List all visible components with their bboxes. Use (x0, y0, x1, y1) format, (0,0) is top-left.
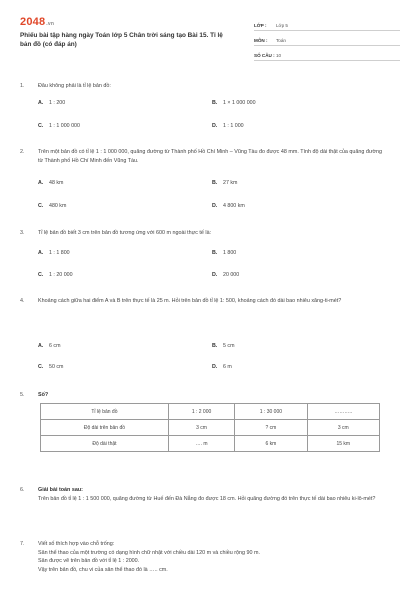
question-line: Sân được vẽ trên bản đồ với tỉ lệ 1 : 2000. (38, 558, 140, 565)
question-number: 4. (20, 298, 25, 304)
question-number: 2. (20, 149, 25, 155)
question-text: Đâu không phải là tỉ lệ bản đồ: (38, 83, 111, 89)
question-1 (20, 82, 382, 91)
question-text: Trên một bản đồ có tỉ lệ 1 : 1 000 000, quãng đường từ Thành phố Hồ Chí Minh – Vũng Tàu đo được 48 mm. Tính độ dài thật của quãng đường từ Thành phố Hồ Chí Minh đến Vũng Tàu. (38, 149, 383, 164)
option-text: 5 cm (223, 343, 235, 349)
question-4 (20, 297, 382, 306)
question-number: 3. (20, 230, 25, 236)
option-text: 1 800 (223, 250, 237, 256)
option-text: 1 : 1 000 000 (49, 123, 80, 129)
question-line: Sân thể thao của một trường có dạng hình chữ nhật với chiều dài 120 m và chiều rộng 90 m. (38, 549, 260, 556)
table-cell: 1 : 2 000 (168, 404, 234, 420)
option-text: 6 m (223, 364, 232, 370)
site-logo[interactable] (20, 16, 54, 28)
question-text: Số? (38, 392, 49, 398)
question-text: Viết số thích hợp vào chỗ trống: (38, 541, 115, 547)
scale-table (40, 403, 380, 452)
option-a[interactable] (38, 343, 60, 349)
meta-value: Lớp 5 (276, 23, 288, 28)
worksheet-header (20, 16, 380, 74)
question-text: Khoảng cách giữa hai điểm A và B trên thực tế là 25 m. Hỏi trên bản đồ tỉ lệ 1: 500, khoảng cách đó dài bao nhiêu xăng-ti-mét? (38, 298, 342, 304)
question-body: Trên bản đồ tỉ lệ 1 : 1 500 000, quãng đường từ Huế đến Đà Nẵng đo được 18 cm. Hỏi quãng đường đó trên thực tế dài bao nhiêu ki-lô-mét? (38, 495, 376, 502)
option-text: 27 km (223, 180, 238, 186)
table-row (41, 420, 380, 436)
option-key: C. (38, 364, 44, 370)
table-cell: 3 cm (307, 420, 379, 436)
option-key: D. (212, 123, 218, 129)
option-key: C. (38, 123, 44, 129)
meta-key: MÔN : (254, 38, 268, 43)
question-5 (20, 391, 382, 400)
table-row (41, 436, 380, 452)
option-text: 1 : 20 000 (49, 272, 73, 278)
option-text: 48 km (49, 180, 64, 186)
question-2 (20, 148, 382, 165)
meta-row-count (254, 46, 400, 61)
table-cell[interactable]: …. m (168, 436, 234, 452)
option-d[interactable] (212, 203, 245, 209)
option-text: 1 : 1 800 (49, 250, 70, 256)
meta-row-class (254, 16, 400, 31)
meta-row-subject (254, 31, 400, 46)
option-b[interactable] (212, 343, 234, 349)
table-row (41, 404, 380, 420)
option-text: 1 × 1 000 000 (223, 100, 256, 106)
option-key: B. (212, 180, 218, 186)
option-c[interactable] (38, 123, 80, 129)
logo-text: 2048 (20, 16, 46, 28)
option-key: B. (212, 100, 218, 106)
logo-suffix: .vn (46, 21, 55, 27)
option-text: 50 cm (49, 364, 64, 370)
option-c[interactable] (38, 272, 73, 278)
option-d[interactable] (212, 123, 244, 129)
question-number: 5. (20, 392, 25, 398)
option-a[interactable] (38, 100, 65, 106)
option-key: B. (212, 250, 218, 256)
table-cell: Tỉ lệ bản đồ (41, 404, 169, 420)
option-a[interactable] (38, 250, 70, 256)
table-cell: 1 : 30 000 (235, 404, 307, 420)
option-key: C. (38, 203, 44, 209)
question-number: 6. (20, 487, 25, 493)
option-key: A. (38, 100, 44, 106)
table-cell: Độ dài thật (41, 436, 169, 452)
table-cell: 15 km (307, 436, 379, 452)
meta-key: SỐ CÂU : (254, 53, 275, 58)
question-number: 1. (20, 83, 25, 89)
question-7 (20, 540, 382, 574)
option-text: 480 km (49, 203, 67, 209)
question-text: Tỉ lệ bản đồ biết 3 cm trên bản đồ tương ứng với 600 m ngoài thực tế là: (38, 230, 212, 236)
option-key: D. (212, 272, 218, 278)
option-key: C. (38, 272, 44, 278)
question-line: Vậy trên bản đồ, chu vi của sân thể thao đó là ….. cm. (38, 566, 168, 573)
option-d[interactable] (212, 272, 239, 278)
option-key: A. (38, 180, 44, 186)
worksheet-meta (254, 16, 400, 61)
option-key: A. (38, 343, 44, 349)
worksheet-title: Phiếu bài tập hàng ngày Toán lớp 5 Chân trời sáng tạo Bài 15. Tỉ lệ bản đồ (có đáp án) (20, 32, 223, 48)
question-text: Giải bài toán sau: (38, 487, 83, 493)
option-c[interactable] (38, 203, 66, 209)
table-cell[interactable]: ……….. (307, 404, 379, 420)
meta-value: 10 (276, 53, 282, 58)
option-b[interactable] (212, 100, 256, 106)
option-c[interactable] (38, 364, 63, 370)
option-b[interactable] (212, 250, 236, 256)
option-key: D. (212, 364, 218, 370)
question-number: 7. (20, 541, 25, 547)
option-text: 1 : 200 (49, 100, 66, 106)
meta-key: LỚP : (254, 23, 267, 28)
table-cell[interactable]: ? cm (235, 420, 307, 436)
option-text: 6 cm (49, 343, 61, 349)
option-d[interactable] (212, 364, 232, 370)
option-text: 4 800 km (223, 203, 245, 209)
option-a[interactable] (38, 180, 63, 186)
question-3 (20, 229, 382, 238)
table-cell: Độ dài trên bản đồ (41, 420, 169, 436)
meta-value: Toán (276, 38, 286, 43)
option-text: 20 000 (223, 272, 240, 278)
option-key: A. (38, 250, 44, 256)
question-6 (20, 486, 382, 503)
table-cell: 6 km (235, 436, 307, 452)
option-key: B. (212, 343, 218, 349)
option-text: 1 : 1 000 (223, 123, 244, 129)
option-key: D. (212, 203, 218, 209)
table-cell: 3 cm (168, 420, 234, 436)
option-b[interactable] (212, 180, 237, 186)
